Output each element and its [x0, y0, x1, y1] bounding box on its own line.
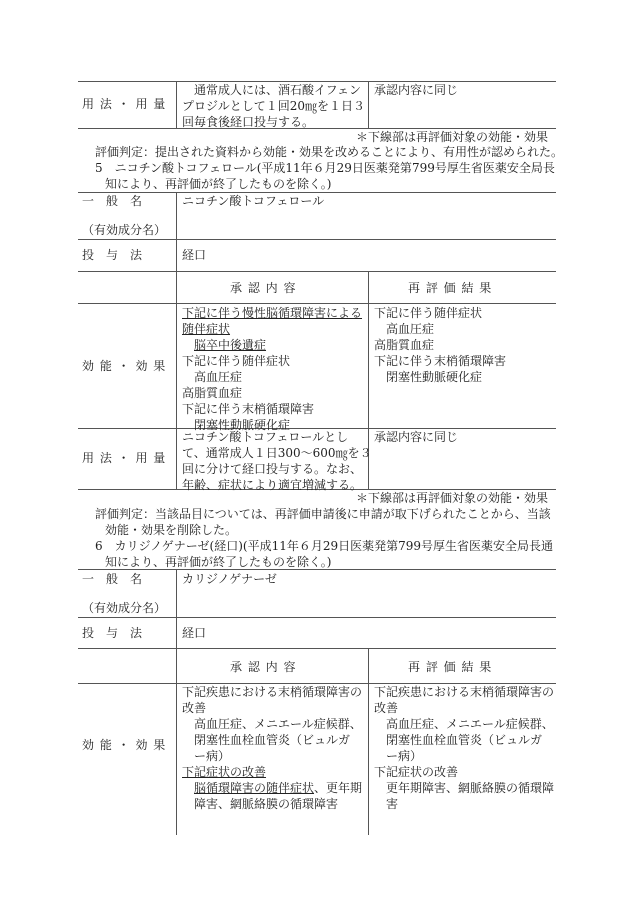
dosage-line: 回毎食後経口投与する。	[182, 115, 315, 129]
efficacy-line: 随伴症状	[182, 322, 231, 336]
underline-note: ＊下線部は再評価対象の効能・効果	[355, 491, 548, 505]
dosage-line: 年齢、症状により適宜増減する。	[182, 478, 363, 492]
col-result-header: 再 評 価 結 果	[408, 281, 493, 295]
dosage-approved	[182, 82, 365, 130]
section-heading: 5 ニコチン酸トコフェロール(平成11年６月29日医薬発第799号厚生省医薬安全局長	[95, 161, 555, 175]
efficacy-line: 下記症状の改善	[374, 765, 459, 779]
efficacy-line: 下記に伴う随伴症状	[182, 354, 291, 368]
efficacy-line: 下記症状の改善	[182, 765, 267, 779]
efficacy-line: 高脂質血症	[374, 338, 435, 352]
col-approved-header: 承 認 内 容	[230, 281, 297, 295]
efficacy-line: 閉塞性血栓血管炎（ビュルガ	[194, 733, 351, 747]
general-name-value: ニコチン酸トコフェロール	[182, 194, 325, 208]
efficacy-line: 脳卒中後遺症	[194, 338, 267, 352]
efficacy-line: 障害、網脈絡膜の循環障害	[194, 797, 339, 811]
section-heading-cont: 知により、再評価が終了したものを除く。)	[105, 177, 332, 191]
efficacy-line: 高血圧症	[386, 322, 435, 336]
dosage-line: 通常成人には、酒石酸イフェン	[194, 83, 362, 97]
efficacy-line: 高血圧症、メニエール症候群、	[194, 717, 362, 731]
dosage-line: ニコチン酸トコフェロールとし	[182, 430, 349, 444]
efficacy-line: 改善	[374, 701, 399, 715]
efficacy-label: 効 能 ・ 効 果	[82, 359, 167, 373]
section-heading: 6 カリジノゲナーゼ(経口)(平成11年６月29日医薬発第799号厚生省医薬安全局長通	[95, 539, 554, 553]
efficacy-line: 下記疾患における末梢循環障害の	[374, 685, 555, 699]
efficacy-line: 高血圧症	[194, 370, 243, 384]
dosage-label: 用 法 ・ 用 量	[82, 451, 167, 465]
efficacy-line: 閉塞性動脈硬化症	[194, 418, 291, 432]
efficacy-label: 効 能 ・ 効 果	[82, 738, 167, 752]
efficacy-line: 高血圧症、メニエール症候群、	[386, 717, 554, 731]
dosage-line: て、通常成人１日300～600㎎を３	[182, 446, 372, 460]
col-result-header: 再 評 価 結 果	[408, 660, 493, 674]
efficacy-line: 更年期障害、網脈絡膜の循環障	[386, 781, 555, 795]
dosage-line: 回に分けて経口投与する。なお、	[182, 462, 363, 476]
ingredient-label: （有効成分名）	[82, 601, 167, 615]
efficacy-line: 下記に伴う末梢循環障害	[374, 354, 507, 368]
efficacy-line: ー病）	[194, 749, 231, 763]
efficacy-approved	[182, 305, 362, 433]
efficacy-line: 閉塞性動脈硬化症	[386, 370, 483, 384]
efficacy-result	[374, 305, 506, 385]
efficacy-line: 閉塞性血栓血管炎（ビュルガ	[386, 733, 543, 747]
efficacy-approved	[182, 684, 362, 812]
efficacy-line: 下記に伴う末梢循環障害	[182, 402, 315, 416]
col-approved-header: 承 認 内 容	[230, 660, 297, 674]
evaluation-text-cont: 効能・効果を削除した。	[105, 523, 238, 537]
ingredient-label: （有効成分名）	[82, 223, 167, 237]
general-name-value: カリジノゲナーゼ	[182, 572, 277, 586]
efficacy-line: ー病）	[386, 749, 423, 763]
efficacy-line: 下記に伴う随伴症状	[374, 306, 483, 320]
efficacy-line: 改善	[182, 701, 207, 715]
section-heading-cont: 知により、再評価が終了したものを除く。)	[105, 555, 332, 569]
efficacy-line: 害	[386, 797, 399, 811]
dosage-result: 承認内容に同じ	[374, 430, 459, 444]
dosage-line: プロジルとして１回20㎎を１日３	[182, 99, 365, 113]
evaluation-text: 評価判定：提出された資料から効能・効果を改めることにより、有用性が認められた。	[95, 145, 564, 159]
route-label: 投 与 法	[82, 626, 143, 640]
dosage-label: 用 法 ・ 用 量	[82, 97, 167, 111]
route-label: 投 与 法	[82, 248, 143, 262]
efficacy-line: 脳循環障害の随伴症状、更年期	[194, 781, 363, 795]
route-value: 経口	[182, 248, 207, 262]
dosage-result: 承認内容に同じ	[374, 83, 459, 97]
efficacy-result	[374, 684, 554, 812]
general-name-label: 一 般 名	[82, 572, 143, 586]
dosage-approved	[182, 429, 372, 493]
efficacy-line: 下記に伴う慢性脳循環障害による	[182, 306, 363, 320]
route-value: 経口	[182, 626, 207, 640]
efficacy-line: 下記疾患における末梢循環障害の	[182, 685, 363, 699]
efficacy-line: 高脂質血症	[182, 386, 243, 400]
underline-note: ＊下線部は再評価対象の効能・効果	[355, 130, 548, 144]
evaluation-text: 評価判定：当該品目については、再評価申請後に申請が取下げられたことから、当該	[95, 507, 551, 521]
